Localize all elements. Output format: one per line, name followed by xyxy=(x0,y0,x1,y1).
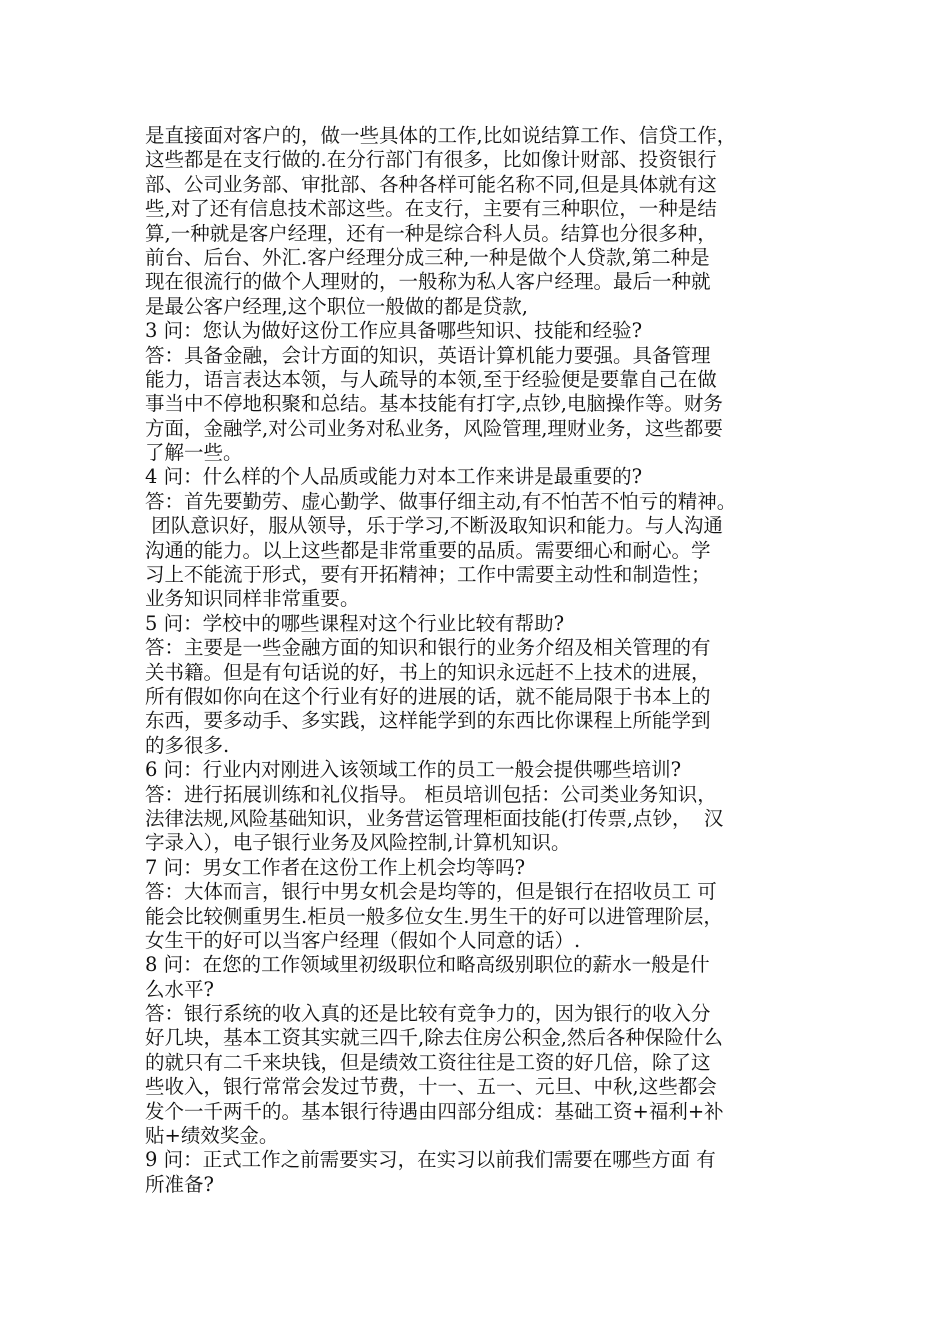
text-line: 法律法规,风险基础知识，业务营运管理柜面技能(打传票,点钞， 汉 xyxy=(145,806,724,830)
text-line: 沟通的能力。以上这些都是非常重要的品质。需要细心和耐心。学 xyxy=(145,538,711,562)
text-line: 9 问：正式工作之前需要实习，在实习以前我们需要在哪些方面 有 xyxy=(145,1148,716,1172)
text-line: 么水平? xyxy=(145,977,214,1001)
text-line: 东西，要多动手、多实践，这样能学到的东西比你课程上所能学到 xyxy=(145,709,711,733)
text-line: 能会比较侧重男生.柜员一般多位女生.男生干的好可以进管理阶层， xyxy=(145,904,723,928)
text-line: 业务知识同样非常重要。 xyxy=(145,587,360,611)
text-line: 是最公客户经理,这个职位一般做的都是贷款, xyxy=(145,294,528,318)
text-line: 事当中不停地积聚和总结。基本技能有打字,点钞,电脑操作等。财务 xyxy=(145,392,723,416)
text-line: 3 问：您认为做好这份工作应具备哪些知识、技能和经验? xyxy=(145,319,643,343)
text-line: 答：大体而言，银行中男女机会是均等的，但是银行在招收员工 可 xyxy=(145,880,717,904)
text-line: 所准备? xyxy=(145,1172,214,1196)
text-line: 5 问：学校中的哪些课程对这个行业比较有帮助? xyxy=(145,611,565,635)
text-line: 答：主要是一些金融方面的知识和银行的业务介绍及相关管理的有 xyxy=(145,636,711,660)
text-line: 发个一千两千的。基本银行待遇由四部分组成：基础工资+福利+补 xyxy=(145,1099,724,1123)
text-line: 关书籍。但是有句话说的好，书上的知识永远赶不上技术的进展， xyxy=(145,660,711,684)
text-line: 贴+绩效奖金。 xyxy=(145,1124,279,1148)
text-line: 前台、后台、外汇.客户经理分成三种,一种是做个人贷款,第二种是 xyxy=(145,245,710,269)
text-line: 能力，语言表达本领，与人疏导的本领,至于经验便是要靠自己在做 xyxy=(145,367,717,391)
text-line: 好几块，基本工资其实就三四千,除去住房公积金,然后各种保险什么 xyxy=(145,1026,723,1050)
text-line: 团队意识好，服从领导，乐于学习,不断汲取知识和能力。与人沟通 xyxy=(145,514,723,538)
text-line: 4 问：什么样的个人品质或能力对本工作来讲是最重要的? xyxy=(145,465,643,489)
text-line: 算,一种就是客户经理，还有一种是综合科人员。结算也分很多种， xyxy=(145,221,717,245)
text-line: 的就只有二千来块钱，但是绩效工资往往是工资的好几倍，除了这 xyxy=(145,1050,711,1074)
text-line: 是直接面对客户的，做一些具体的工作,比如说结算工作、信贷工作， xyxy=(145,124,737,147)
text-line: 部、公司业务部、审批部、各种各样可能名称不同,但是具体就有这 xyxy=(145,172,717,196)
text-line: 答：进行拓展训练和礼仪指导。 柜员培训包括：公司类业务知识， xyxy=(145,782,717,806)
text-line: 答：具备金融，会计方面的知识，英语计算机能力要强。具备管理 xyxy=(145,343,711,367)
text-line: 女生干的好可以当客户经理（假如个人同意的话）. xyxy=(145,928,581,952)
text-line: 6 问：行业内对刚进入该领域工作的员工一般会提供哪些培训? xyxy=(145,758,682,782)
text-line: 了解一些。 xyxy=(145,441,243,465)
text-line: 答：首先要勤劳、虚心勤学、做事仔细主动,有不怕苦不怕亏的精神。 xyxy=(145,489,737,513)
text-line: 8 问：在您的工作领域里初级职位和略高级别职位的薪水一般是什 xyxy=(145,953,710,977)
text-line: 7 问：男女工作者在这份工作上机会均等吗? xyxy=(145,855,526,879)
text-line: 的多很多. xyxy=(145,733,230,757)
document-body xyxy=(145,124,810,1197)
text-line: 习上不能流于形式，要有开拓精神；工作中需要主动性和制造性； xyxy=(145,563,711,587)
text-line: 答：银行系统的收入真的还是比较有竞争力的，因为银行的收入分 xyxy=(145,1002,711,1026)
text-line: 方面，金融学,对公司业务对私业务，风险管理,理财业务，这些都要 xyxy=(145,416,723,440)
text-line: 些,对了还有信息技术部这些。在支行，主要有三种职位，一种是结 xyxy=(145,197,717,221)
text-line: 字录入），电子银行业务及风险控制,计算机知识。 xyxy=(145,831,571,855)
text-line: 所有假如你向在这个行业有好的进展的话，就不能局限于书本上的 xyxy=(145,684,711,708)
text-line: 些收入，银行常常会发过节费，十一、五一、元旦、中秋,这些都会 xyxy=(145,1075,717,1099)
text-line: 这些都是在支行做的.在分行部门有很多，比如像计财部、投资银行 xyxy=(145,148,717,172)
text-line: 现在很流行的做个人理财的，一般称为私人客户经理。最后一种就 xyxy=(145,270,711,294)
